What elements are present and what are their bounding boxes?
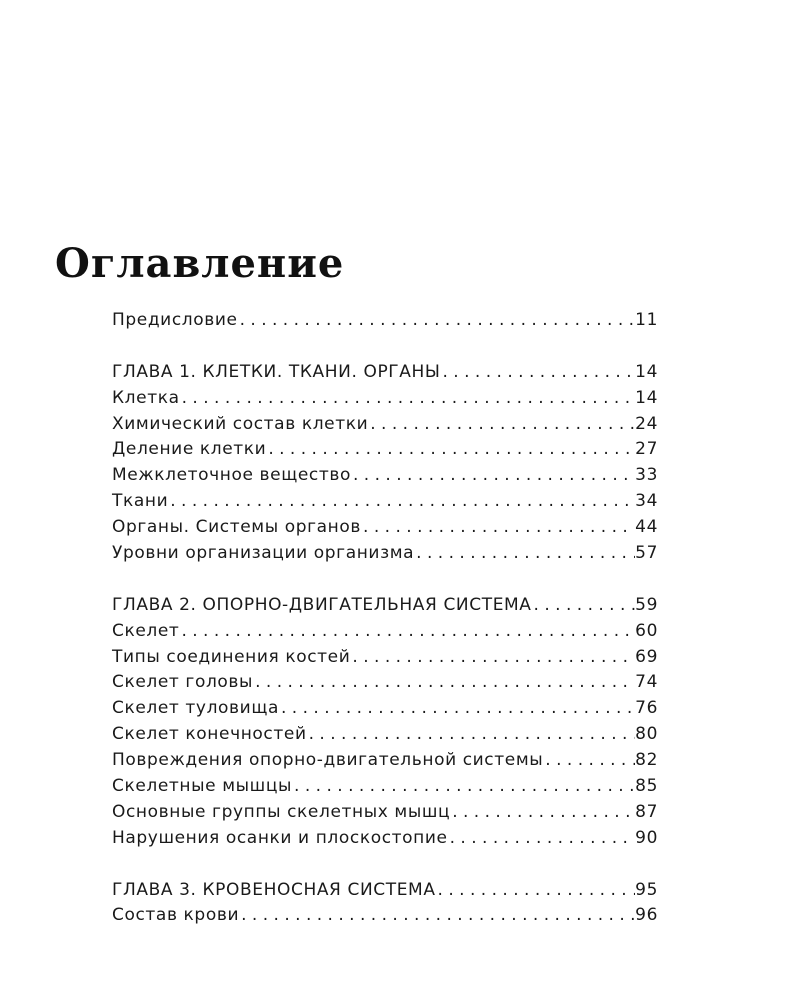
toc-entry-title: Типы соединения костей xyxy=(112,646,351,667)
toc-entry-title: ГЛАВА 1. КЛЕТКИ. ТКАНИ. ОРГАНЫ xyxy=(112,361,441,382)
toc-entry-preface xyxy=(112,308,658,334)
toc-entry-title: Предисловие xyxy=(112,310,238,330)
toc-entry xyxy=(112,619,658,645)
toc-entry xyxy=(112,800,658,826)
toc-entry xyxy=(112,386,658,412)
toc-entry xyxy=(112,489,658,515)
toc-entry-page: 96 xyxy=(635,905,658,926)
toc-entry-page: 33 xyxy=(635,465,658,486)
toc-entry-title: Органы. Системы органов xyxy=(112,517,362,538)
toc-entry-page: 85 xyxy=(635,776,658,797)
toc-entry-title: Скелет головы xyxy=(112,672,254,693)
toc-entry-title: Повреждения опорно-двигательной системы xyxy=(112,750,544,771)
toc-entry-title: Деление клетки xyxy=(112,439,267,460)
dot-leader xyxy=(436,878,636,904)
toc-entry-title: ГЛАВА 2. ОПОРНО-ДВИГАТЕЛЬНАЯ СИСТЕМА xyxy=(112,594,532,615)
dot-leader xyxy=(448,826,636,852)
toc-entry-page: 11 xyxy=(635,310,658,330)
toc-chapter-3 xyxy=(112,878,658,904)
dot-leader xyxy=(543,748,635,774)
dot-leader xyxy=(279,696,635,722)
toc-entry xyxy=(112,515,658,541)
toc-entry xyxy=(112,541,658,567)
toc-entry xyxy=(112,437,658,463)
dot-leader xyxy=(361,515,635,541)
toc-entry-title: Клетка xyxy=(112,387,180,408)
dot-leader xyxy=(253,670,635,696)
dot-leader xyxy=(532,593,636,619)
dot-leader xyxy=(450,800,635,826)
toc-entry-page: 90 xyxy=(635,827,658,848)
toc-entry-page: 14 xyxy=(635,387,658,408)
toc-entry xyxy=(112,826,658,852)
toc-entry-title: Скелет xyxy=(112,620,180,641)
toc-entry-page: 59 xyxy=(635,594,658,615)
toc-entry-title: Химический состав клетки xyxy=(112,413,369,434)
dot-leader xyxy=(368,412,635,438)
toc-entry-title: Скелет туловища xyxy=(112,698,279,719)
toc-entry-page: 95 xyxy=(635,879,658,900)
toc-entry-page: 44 xyxy=(635,517,658,538)
toc-chapter-2 xyxy=(112,593,658,619)
toc-entry xyxy=(112,722,658,748)
toc-entry-title: Скелетные мышцы xyxy=(112,776,293,797)
dot-leader xyxy=(292,774,635,800)
dot-leader xyxy=(440,360,635,386)
toc-entry-page: 82 xyxy=(635,750,658,771)
toc-entry-title: Межклеточное вещество xyxy=(112,465,351,486)
toc-entry xyxy=(112,903,658,929)
dot-leader xyxy=(351,463,635,489)
toc-entry-page: 87 xyxy=(635,801,658,822)
toc-entry-page: 74 xyxy=(635,672,658,693)
toc-entry-page: 76 xyxy=(635,698,658,719)
toc-entry xyxy=(112,412,658,438)
dot-leader xyxy=(266,437,635,463)
toc-entry-title: Скелет конечностей xyxy=(112,724,307,745)
dot-leader xyxy=(238,308,636,334)
toc-entry-title: Ткани xyxy=(112,491,169,512)
toc-entry-title: Состав крови xyxy=(112,905,240,926)
toc-entry-page: 60 xyxy=(635,620,658,641)
dot-leader xyxy=(168,489,635,515)
dot-leader xyxy=(414,541,635,567)
dot-leader xyxy=(180,386,636,412)
toc-entry xyxy=(112,670,658,696)
toc-entry-page: 57 xyxy=(635,543,658,564)
toc-entry-page: 27 xyxy=(635,439,658,460)
toc-entry xyxy=(112,463,658,489)
toc-entry xyxy=(112,645,658,671)
toc-entry-page: 34 xyxy=(635,491,658,512)
dot-leader xyxy=(350,645,635,671)
toc-entry-page: 80 xyxy=(635,724,658,745)
dot-leader xyxy=(239,903,635,929)
toc-entry-title: Уровни организации организма xyxy=(112,543,415,564)
toc-entry xyxy=(112,696,658,722)
toc-entry-page: 14 xyxy=(635,361,658,382)
toc-entry-page: 24 xyxy=(635,413,658,434)
page-title: Оглавление xyxy=(55,240,345,287)
toc-entry-title: ГЛАВА 3. КРОВЕНОСНАЯ СИСТЕМА xyxy=(112,879,436,900)
toc-entry-title: Нарушения осанки и плоскостопие xyxy=(112,827,448,848)
toc-entry xyxy=(112,774,658,800)
dot-leader xyxy=(307,722,636,748)
toc-chapter-1 xyxy=(112,360,658,386)
toc-entry xyxy=(112,748,658,774)
dot-leader xyxy=(179,619,635,645)
toc-entry-title: Основные группы скелетных мышц xyxy=(112,801,451,822)
toc-entry-page: 69 xyxy=(635,646,658,667)
table-of-contents xyxy=(112,308,658,929)
